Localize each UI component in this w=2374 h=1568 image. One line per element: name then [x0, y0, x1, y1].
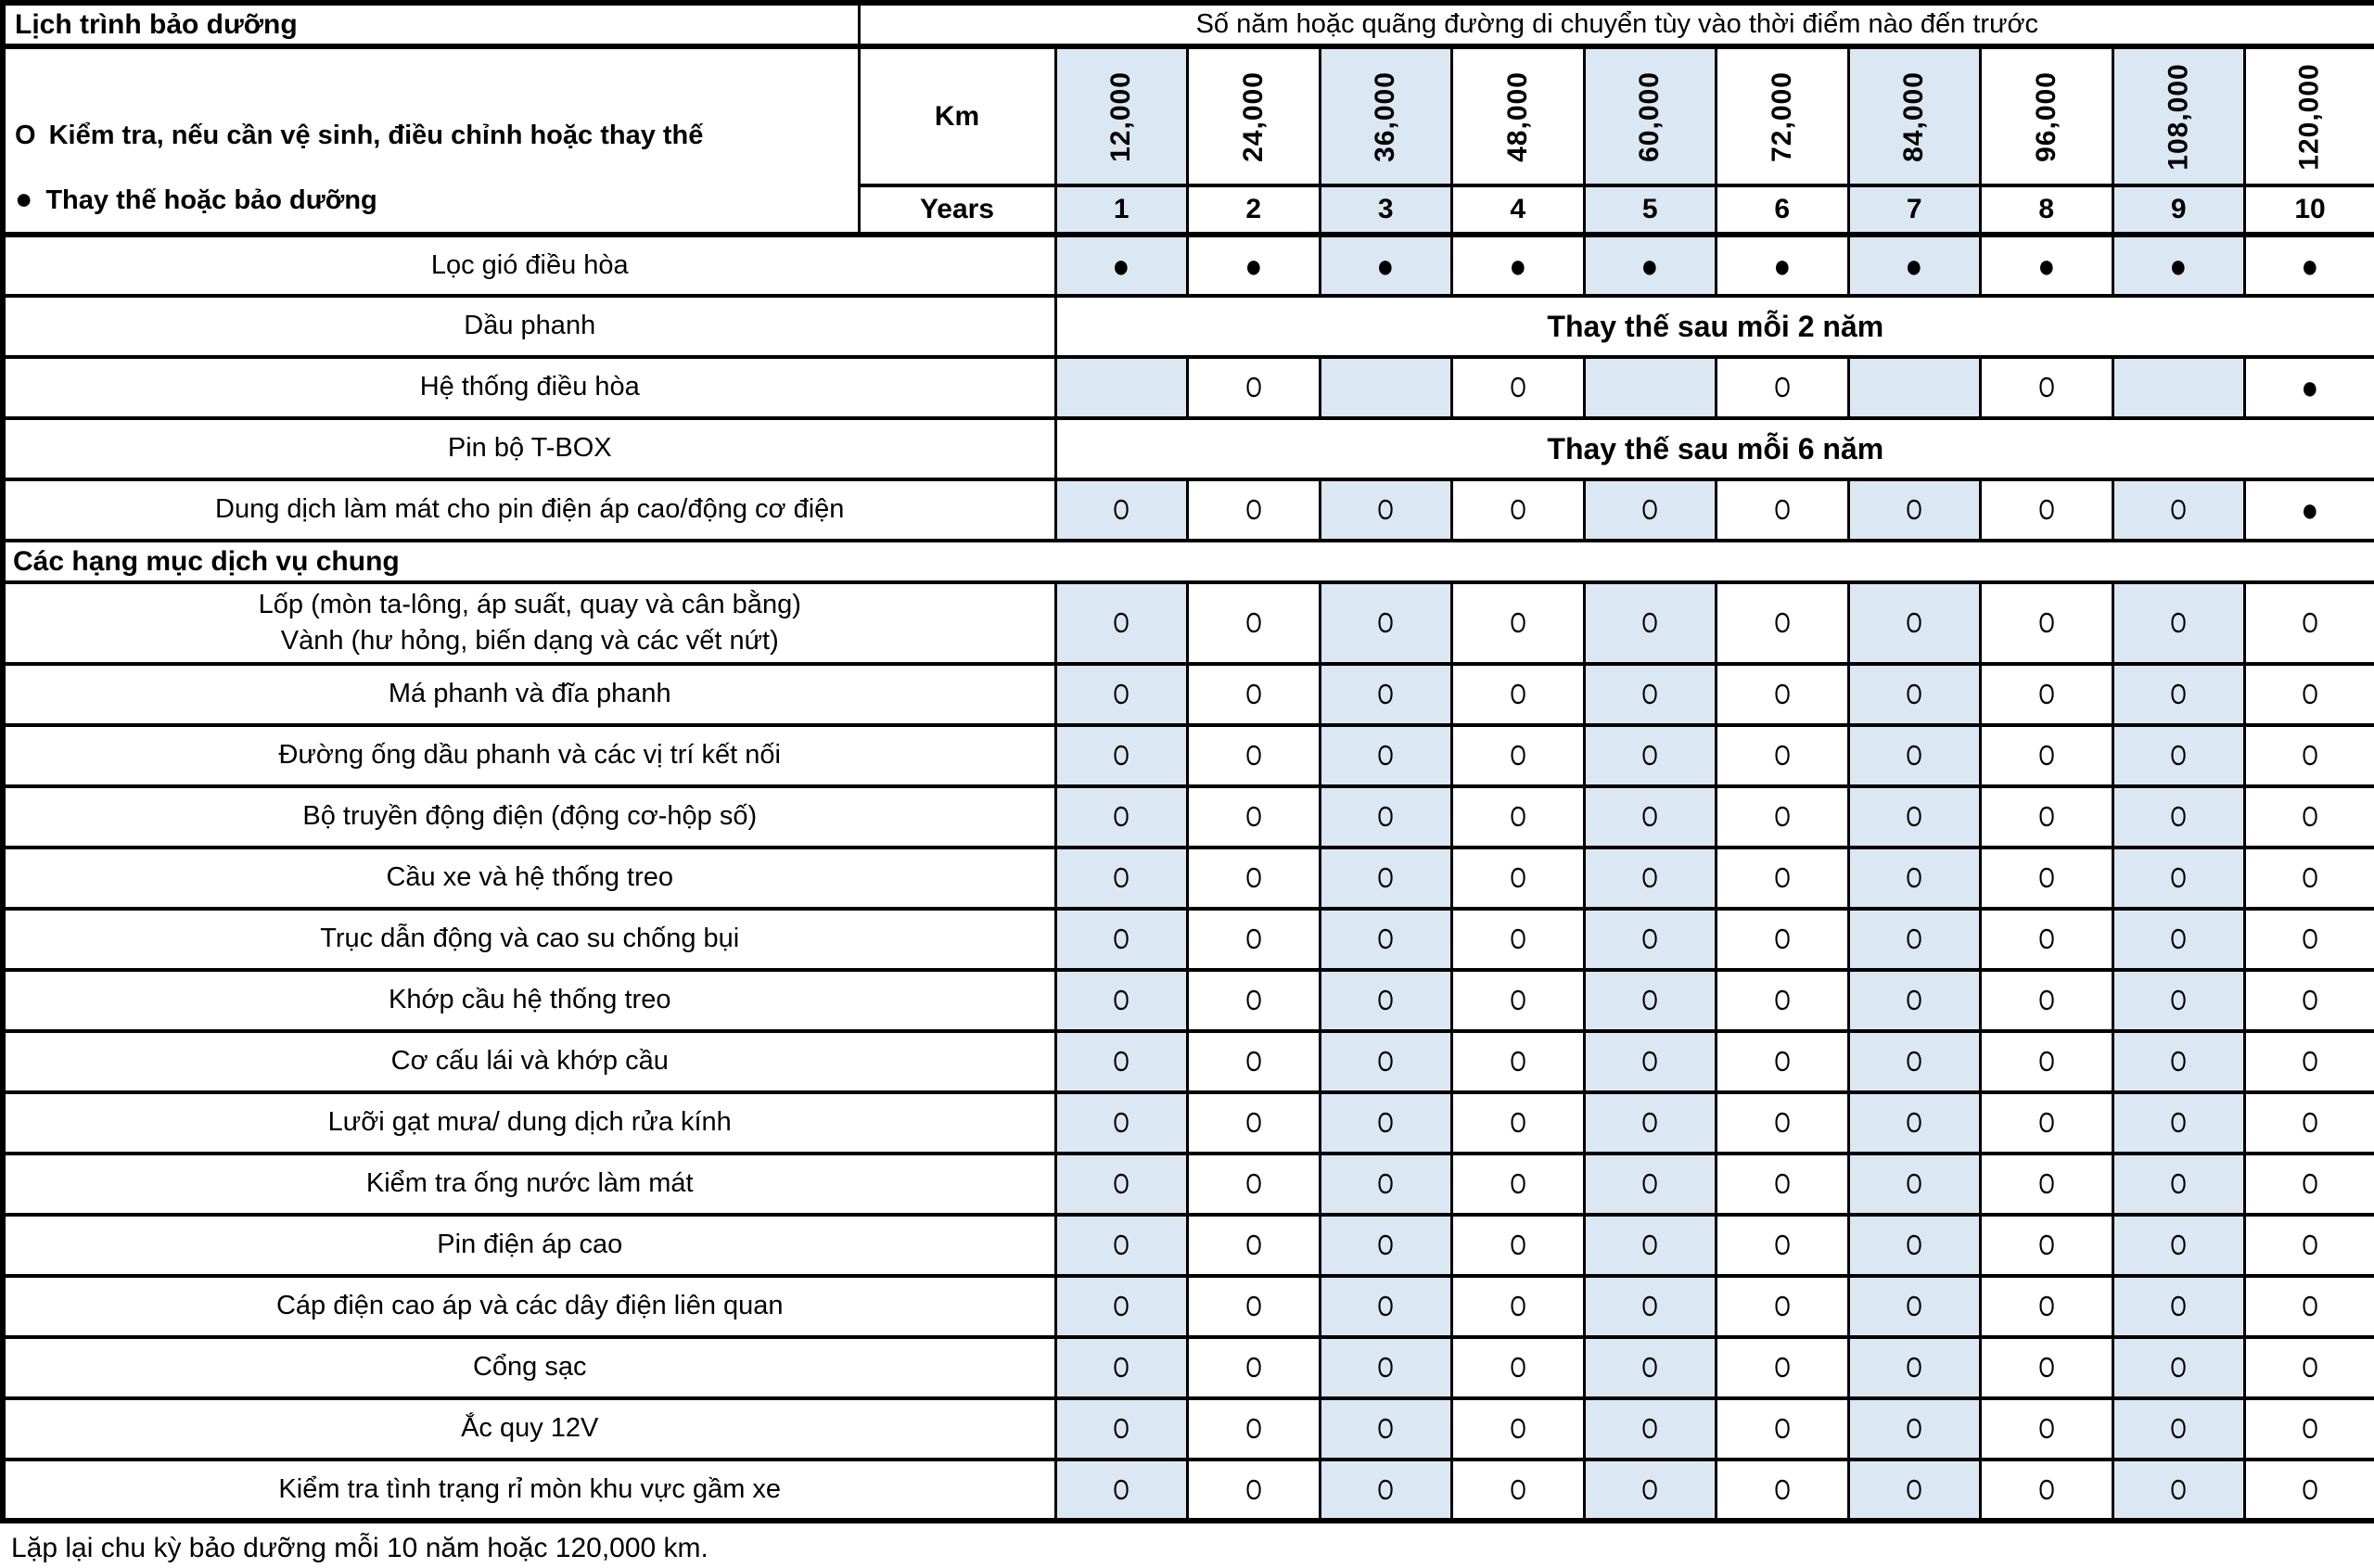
- mark-inspect: O: [1188, 479, 1321, 541]
- mark-inspect: O: [1717, 479, 1849, 541]
- mark-inspect: O: [2245, 1460, 2374, 1521]
- table-row: [3, 479, 2374, 541]
- mark-inspect: O: [1320, 582, 1452, 664]
- mark-inspect: O: [1452, 786, 1585, 848]
- mark-inspect: O: [2112, 909, 2245, 970]
- mark-inspect: O: [1055, 1460, 1188, 1521]
- mark-inspect: O: [1188, 1215, 1321, 1276]
- row-label: Cầu xe và hệ thống treo: [3, 848, 1055, 909]
- mark-inspect: O: [1981, 786, 2113, 848]
- footer-note: Lặp lại chu kỳ bảo dưỡng mỗi 10 năm hoặc 120,000 km.: [11, 1533, 708, 1563]
- year-value-cell: 6: [1717, 185, 1849, 235]
- section-header: Các hạng mục dịch vụ chung: [3, 541, 2374, 582]
- table-row: [3, 1337, 2374, 1398]
- km-value-cell: [1981, 46, 2113, 185]
- mark-inspect: O: [1717, 1276, 1849, 1337]
- years-header-label: Years: [859, 185, 1055, 235]
- table-row: [3, 1215, 2374, 1276]
- mark-inspect: O: [2245, 725, 2374, 786]
- mark-inspect: O: [1584, 1092, 1717, 1154]
- mark-inspect: O: [2245, 970, 2374, 1031]
- mark-inspect: O: [2245, 1337, 2374, 1398]
- mark-inspect: O: [1584, 479, 1717, 541]
- table-row: [3, 725, 2374, 786]
- mark-inspect: O: [1848, 1154, 1981, 1215]
- mark-inspect: O: [1320, 1215, 1452, 1276]
- mark-inspect: O: [1981, 848, 2113, 909]
- mark-inspect: O: [2245, 1154, 2374, 1215]
- mark-inspect: O: [1717, 664, 1849, 725]
- mark-inspect: O: [1188, 1337, 1321, 1398]
- mark-inspect: O: [2112, 1215, 2245, 1276]
- legend: [3, 46, 859, 235]
- table-row: [3, 1092, 2374, 1154]
- replace-symbol: ●: [15, 181, 33, 215]
- mark-inspect: O: [1848, 1460, 1981, 1521]
- table-row: [3, 664, 2374, 725]
- row-label: Cơ cấu lái và khớp cầu: [3, 1031, 1055, 1092]
- mark-inspect: O: [1188, 786, 1321, 848]
- km-value-cell: [1452, 46, 1585, 185]
- mark-inspect: O: [1584, 1460, 1717, 1521]
- year-value-cell: 2: [1188, 185, 1321, 235]
- mark-inspect: O: [1981, 1460, 2113, 1521]
- mark-inspect: O: [1981, 1215, 2113, 1276]
- table-row: [3, 1031, 2374, 1092]
- mark-inspect: O: [2245, 786, 2374, 848]
- mark-inspect: O: [1981, 1276, 2113, 1337]
- mark-inspect: O: [1055, 1154, 1188, 1215]
- mark-inspect: O: [1320, 725, 1452, 786]
- mark-inspect: O: [2112, 1031, 2245, 1092]
- km-value-cell: [1055, 46, 1188, 185]
- mark-inspect: O: [2245, 909, 2374, 970]
- year-value-cell: 1: [1055, 185, 1188, 235]
- mark-inspect: O: [1848, 479, 1981, 541]
- mark-inspect: O: [1717, 582, 1849, 664]
- mark-inspect: O: [2245, 664, 2374, 725]
- mark-inspect: O: [1848, 1337, 1981, 1398]
- mark-inspect: O: [1320, 1154, 1452, 1215]
- mark-inspect: O: [1584, 909, 1717, 970]
- row-label: Bộ truyền động điện (động cơ-hộp số): [3, 786, 1055, 848]
- mark-inspect: O: [1188, 848, 1321, 909]
- mark-inspect: O: [1188, 357, 1321, 418]
- mark-inspect: O: [1055, 1276, 1188, 1337]
- mark-inspect: O: [1981, 1398, 2113, 1460]
- km-value: 108,000: [2163, 62, 2194, 171]
- mark-inspect: O: [1188, 1460, 1321, 1521]
- mark-empty: [1055, 357, 1188, 418]
- mark-inspect: O: [1320, 970, 1452, 1031]
- mark-inspect: O: [1055, 479, 1188, 541]
- mark-replace: ●: [2245, 357, 2374, 418]
- mark-inspect: O: [1452, 848, 1585, 909]
- mark-inspect: O: [1848, 1092, 1981, 1154]
- inspect-symbol: O: [15, 120, 36, 150]
- mark-inspect: O: [1320, 1276, 1452, 1337]
- mark-inspect: O: [1981, 1154, 2113, 1215]
- mark-inspect: O: [1981, 582, 2113, 664]
- table-row: [3, 357, 2374, 418]
- legend-inspect: [15, 119, 858, 152]
- mark-empty: [1584, 357, 1717, 418]
- km-value: 72,000: [1766, 70, 1797, 162]
- legend-replace-label: Thay thế hoặc bảo dưỡng: [45, 185, 377, 215]
- km-value-cell: [1320, 46, 1452, 185]
- mark-inspect: O: [2112, 1398, 2245, 1460]
- mark-inspect: O: [1188, 970, 1321, 1031]
- km-value-cell: [1848, 46, 1981, 185]
- mark-replace: ●: [1584, 235, 1717, 296]
- mark-inspect: O: [1452, 479, 1585, 541]
- mark-inspect: O: [1584, 848, 1717, 909]
- mark-replace: ●: [1981, 235, 2113, 296]
- mark-inspect: O: [1848, 1276, 1981, 1337]
- mark-inspect: O: [1981, 909, 2113, 970]
- mark-inspect: O: [1188, 1154, 1321, 1215]
- mark-inspect: O: [1584, 970, 1717, 1031]
- km-header-label: Km: [859, 46, 1055, 185]
- mark-inspect: O: [1981, 1337, 2113, 1398]
- mark-inspect: O: [1055, 1031, 1188, 1092]
- mark-empty: [1320, 357, 1452, 418]
- mark-inspect: O: [1981, 664, 2113, 725]
- mark-inspect: O: [1055, 664, 1188, 725]
- mark-replace: ●: [1188, 235, 1321, 296]
- mark-inspect: O: [1055, 909, 1188, 970]
- mark-inspect: O: [2112, 1460, 2245, 1521]
- mark-replace: ●: [1320, 235, 1452, 296]
- mark-inspect: O: [1848, 909, 1981, 970]
- mark-inspect: O: [1452, 970, 1585, 1031]
- row-label: Lốp (mòn ta-lông, áp suất, quay và cân bằng) Vành (hư hỏng, biến dạng và các vết nứt): [3, 582, 1055, 664]
- legend-replace: [15, 180, 858, 217]
- mark-inspect: O: [1320, 1337, 1452, 1398]
- year-value-cell: 7: [1848, 185, 1981, 235]
- table-row: [3, 296, 2374, 357]
- row-label: Dung dịch làm mát cho pin điện áp cao/động cơ điện: [3, 479, 1055, 541]
- mark-inspect: O: [1452, 1031, 1585, 1092]
- mark-inspect: O: [1452, 1154, 1585, 1215]
- km-value-cell: [1188, 46, 1321, 185]
- km-value: 24,000: [1237, 70, 1269, 162]
- km-row: [3, 46, 2374, 185]
- mark-inspect: O: [1848, 786, 1981, 848]
- mark-inspect: O: [1188, 909, 1321, 970]
- mark-inspect: O: [2112, 1337, 2245, 1398]
- mark-inspect: O: [1717, 1215, 1849, 1276]
- mark-inspect: O: [1848, 664, 1981, 725]
- mark-inspect: O: [1320, 479, 1452, 541]
- mark-inspect: O: [2112, 786, 2245, 848]
- mark-inspect: O: [1717, 725, 1849, 786]
- mark-inspect: O: [2245, 1398, 2374, 1460]
- mark-inspect: O: [1848, 848, 1981, 909]
- mark-inspect: O: [1055, 1092, 1188, 1154]
- mark-inspect: O: [1584, 725, 1717, 786]
- mark-inspect: O: [1584, 582, 1717, 664]
- mark-inspect: O: [1717, 1031, 1849, 1092]
- row-label: Khớp cầu hệ thống treo: [3, 970, 1055, 1031]
- km-value: 96,000: [2030, 70, 2061, 162]
- year-value-cell: 5: [1584, 185, 1717, 235]
- row-label: Kiểm tra ống nước làm mát: [3, 1154, 1055, 1215]
- mark-inspect: O: [1452, 725, 1585, 786]
- row-label: Ắc quy 12V: [3, 1398, 1055, 1460]
- page-title: Lịch trình bảo dưỡng: [3, 3, 859, 46]
- mark-inspect: O: [1717, 1154, 1849, 1215]
- row-label: Má phanh và đĩa phanh: [3, 664, 1055, 725]
- mark-inspect: O: [1055, 582, 1188, 664]
- mark-inspect: O: [1055, 1215, 1188, 1276]
- table-row: [3, 970, 2374, 1031]
- mark-inspect: O: [1188, 1276, 1321, 1337]
- mark-inspect: O: [1717, 1460, 1849, 1521]
- mark-inspect: O: [1848, 725, 1981, 786]
- table-row: [3, 582, 2374, 664]
- mark-inspect: O: [2245, 1276, 2374, 1337]
- mark-inspect: O: [1452, 1276, 1585, 1337]
- table-row: [3, 909, 2374, 970]
- legend-inspect-label: Kiểm tra, nếu cần vệ sinh, điều chỉnh hoặc thay thế: [48, 120, 704, 150]
- mark-inspect: O: [2245, 582, 2374, 664]
- mark-inspect: O: [2112, 970, 2245, 1031]
- mark-inspect: O: [1981, 1031, 2113, 1092]
- mark-inspect: O: [2112, 725, 2245, 786]
- header-note: Số năm hoặc quãng đường di chuyển tùy vào thời điểm nào đến trước: [859, 3, 2374, 46]
- mark-inspect: O: [1452, 357, 1585, 418]
- table-row: [3, 418, 2374, 479]
- mark-inspect: O: [1320, 664, 1452, 725]
- table-row: [3, 541, 2374, 582]
- mark-inspect: O: [1452, 664, 1585, 725]
- mark-inspect: O: [1055, 786, 1188, 848]
- mark-inspect: O: [1584, 1215, 1717, 1276]
- km-value: 84,000: [1898, 70, 1930, 162]
- mark-replace: ●: [2245, 479, 2374, 541]
- year-value-cell: 8: [1981, 185, 2113, 235]
- mark-inspect: O: [1320, 1092, 1452, 1154]
- mark-inspect: O: [1452, 909, 1585, 970]
- interval-note: Thay thế sau mỗi 6 năm: [1055, 418, 2374, 479]
- mark-inspect: O: [1717, 1092, 1849, 1154]
- mark-inspect: O: [1717, 357, 1849, 418]
- mark-inspect: O: [1848, 1031, 1981, 1092]
- mark-inspect: O: [1848, 970, 1981, 1031]
- row-label: Pin bộ T-BOX: [3, 418, 1055, 479]
- mark-inspect: O: [1055, 848, 1188, 909]
- row-label: Đường ống dầu phanh và các vị trí kết nối: [3, 725, 1055, 786]
- year-value-cell: 9: [2112, 185, 2245, 235]
- mark-inspect: O: [2245, 1031, 2374, 1092]
- mark-inspect: O: [1452, 1398, 1585, 1460]
- mark-inspect: O: [1584, 786, 1717, 848]
- mark-inspect: O: [1981, 1092, 2113, 1154]
- mark-inspect: O: [1320, 786, 1452, 848]
- mark-inspect: O: [1981, 479, 2113, 541]
- mark-inspect: O: [1320, 909, 1452, 970]
- mark-replace: ●: [1452, 235, 1585, 296]
- table-row: [3, 848, 2374, 909]
- mark-inspect: O: [2245, 1092, 2374, 1154]
- mark-inspect: O: [1981, 725, 2113, 786]
- mark-inspect: O: [1188, 1398, 1321, 1460]
- mark-inspect: O: [1055, 1398, 1188, 1460]
- header-row: [3, 3, 2374, 46]
- mark-inspect: O: [1055, 970, 1188, 1031]
- table-row: [3, 1398, 2374, 1460]
- mark-inspect: O: [2112, 1276, 2245, 1337]
- mark-inspect: O: [1848, 1215, 1981, 1276]
- mark-inspect: O: [2112, 664, 2245, 725]
- mark-inspect: O: [1188, 1031, 1321, 1092]
- km-value: 36,000: [1370, 70, 1401, 162]
- table-row: [3, 1276, 2374, 1337]
- km-value-cell: [1717, 46, 1849, 185]
- mark-inspect: O: [1848, 1398, 1981, 1460]
- mark-inspect: O: [1717, 1398, 1849, 1460]
- mark-inspect: O: [1452, 582, 1585, 664]
- mark-inspect: O: [1717, 909, 1849, 970]
- mark-inspect: O: [1584, 1031, 1717, 1092]
- table-row: [3, 1460, 2374, 1521]
- mark-inspect: O: [1188, 1092, 1321, 1154]
- mark-inspect: O: [1320, 1460, 1452, 1521]
- mark-inspect: O: [1584, 1154, 1717, 1215]
- km-value-cell: [2112, 46, 2245, 185]
- mark-inspect: O: [1320, 1398, 1452, 1460]
- mark-inspect: O: [1981, 357, 2113, 418]
- row-label: Cổng sạc: [3, 1337, 1055, 1398]
- km-value: 48,000: [1501, 70, 1533, 162]
- row-label: Cáp điện cao áp và các dây điện liên quan: [3, 1276, 1055, 1337]
- year-value-cell: 4: [1452, 185, 1585, 235]
- table-row: [3, 1154, 2374, 1215]
- row-label: Kiểm tra tình trạng rỉ mòn khu vực gầm xe: [3, 1460, 1055, 1521]
- mark-replace: ●: [2112, 235, 2245, 296]
- mark-inspect: O: [1320, 848, 1452, 909]
- row-label: Trục dẫn động và cao su chống bụi: [3, 909, 1055, 970]
- mark-inspect: O: [1188, 582, 1321, 664]
- interval-note: Thay thế sau mỗi 2 năm: [1055, 296, 2374, 357]
- mark-inspect: O: [1584, 1276, 1717, 1337]
- km-value: 120,000: [2294, 62, 2326, 171]
- mark-inspect: O: [1584, 664, 1717, 725]
- mark-inspect: O: [1584, 1337, 1717, 1398]
- mark-inspect: O: [2245, 1215, 2374, 1276]
- mark-inspect: O: [2112, 582, 2245, 664]
- row-label: Hệ thống điều hòa: [3, 357, 1055, 418]
- mark-inspect: O: [1188, 725, 1321, 786]
- mark-inspect: O: [1452, 1337, 1585, 1398]
- mark-inspect: O: [1848, 582, 1981, 664]
- mark-replace: ●: [1848, 235, 1981, 296]
- km-value-cell: [2245, 46, 2374, 185]
- mark-inspect: O: [1717, 1337, 1849, 1398]
- mark-inspect: O: [2112, 1092, 2245, 1154]
- mark-replace: ●: [2245, 235, 2374, 296]
- schedule-rows: [3, 235, 2374, 1521]
- mark-inspect: O: [1055, 1337, 1188, 1398]
- km-value-cell: [1584, 46, 1717, 185]
- table-row: [3, 235, 2374, 296]
- mark-inspect: O: [1452, 1092, 1585, 1154]
- mark-inspect: O: [2245, 848, 2374, 909]
- mark-inspect: O: [1188, 664, 1321, 725]
- mark-inspect: O: [1584, 1398, 1717, 1460]
- row-label: Lưỡi gạt mưa/ dung dịch rửa kính: [3, 1092, 1055, 1154]
- mark-inspect: O: [1981, 970, 2113, 1031]
- mark-replace: ●: [1717, 235, 1849, 296]
- km-value: 60,000: [1634, 70, 1666, 162]
- mark-inspect: O: [1452, 1215, 1585, 1276]
- mark-inspect: O: [1055, 725, 1188, 786]
- mark-inspect: O: [2112, 848, 2245, 909]
- mark-inspect: O: [1717, 848, 1849, 909]
- year-value-cell: 3: [1320, 185, 1452, 235]
- km-value: 12,000: [1105, 70, 1137, 162]
- mark-inspect: O: [1320, 1031, 1452, 1092]
- table-row: [3, 786, 2374, 848]
- mark-inspect: O: [2112, 1154, 2245, 1215]
- mark-empty: [1848, 357, 1981, 418]
- mark-inspect: O: [1717, 786, 1849, 848]
- mark-empty: [2112, 357, 2245, 418]
- mark-replace: ●: [1055, 235, 1188, 296]
- mark-inspect: O: [1717, 970, 1849, 1031]
- mark-inspect: O: [2112, 479, 2245, 541]
- row-label: Lọc gió điều hòa: [3, 235, 1055, 296]
- year-value-cell: 10: [2245, 185, 2374, 235]
- row-label: Dầu phanh: [3, 296, 1055, 357]
- mark-inspect: O: [1452, 1460, 1585, 1521]
- row-label: Pin điện áp cao: [3, 1215, 1055, 1276]
